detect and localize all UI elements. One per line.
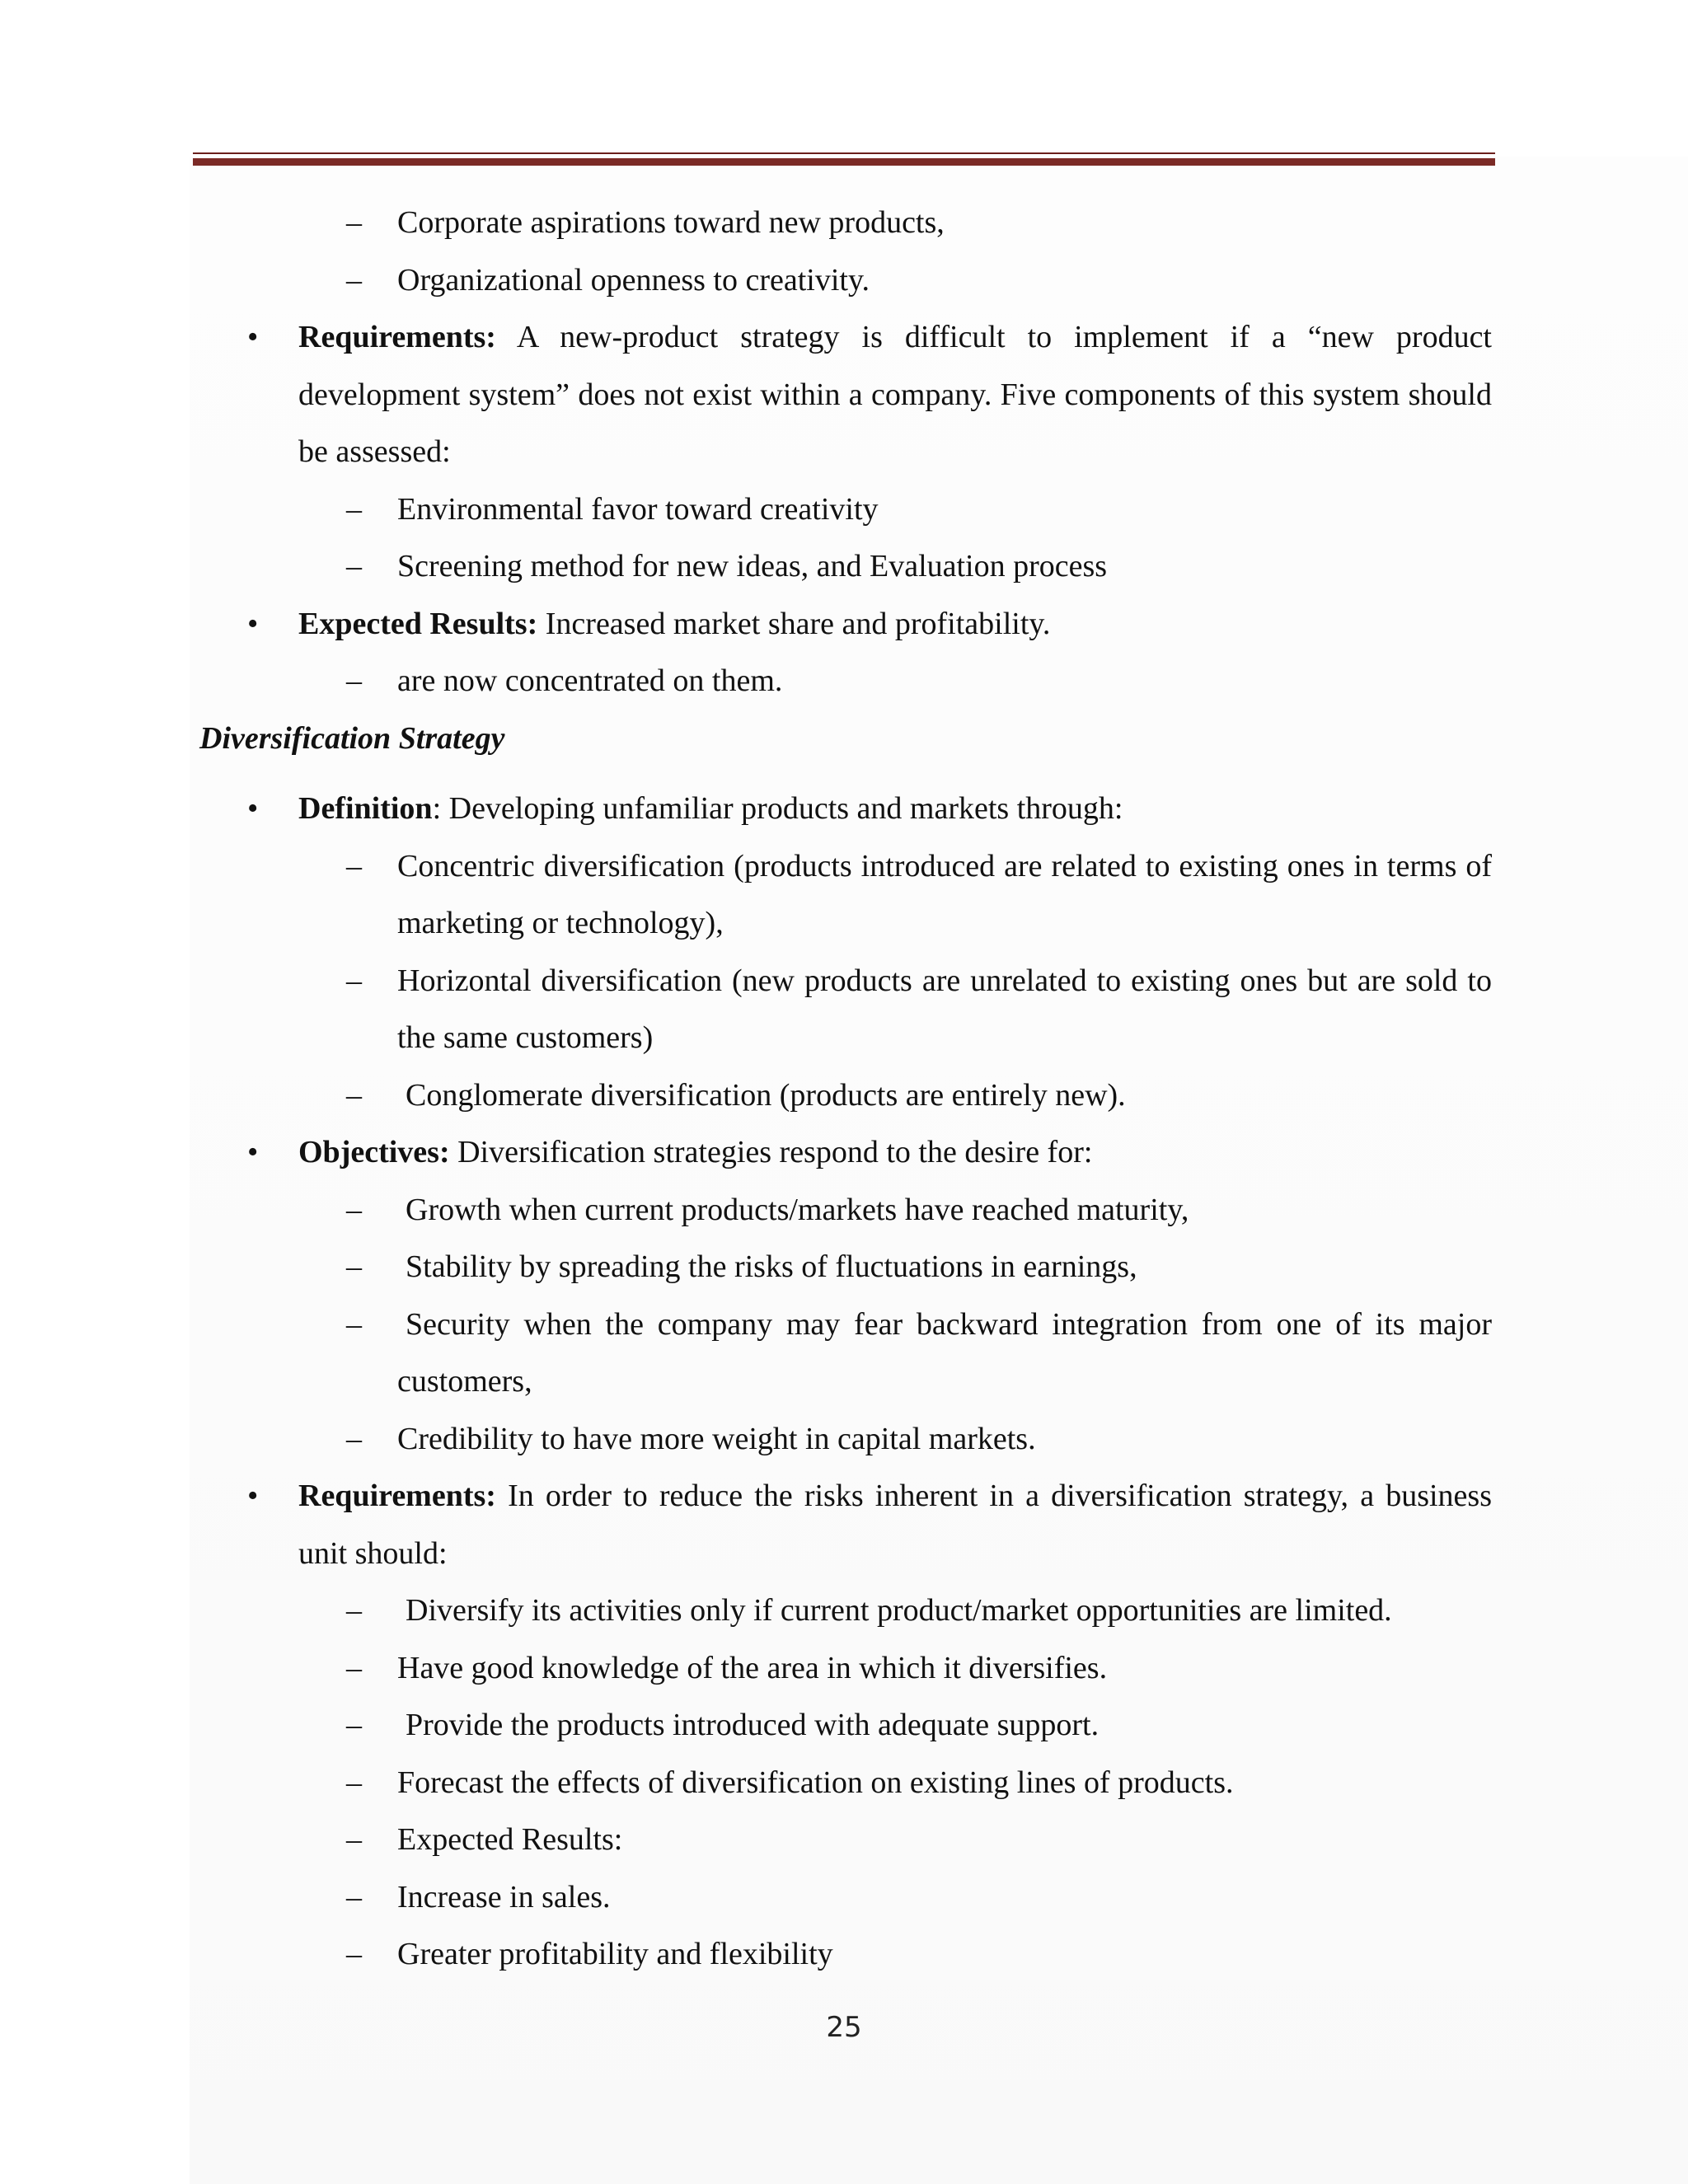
list-item-text: Greater profitability and flexibility [397,1937,833,1971]
list-item-text: are now concentrated on them. [397,663,783,698]
dash-marker: – [346,1708,362,1742]
section-heading: Diversification Strategy [199,720,505,756]
list-item [198,1239,1492,1296]
dash-marker: – [346,1306,362,1342]
list-item-text: Corporate aspirations toward new products, [397,205,945,240]
list-item [198,538,1492,596]
bullet-requirements-new-product [198,309,1492,481]
list-item [198,252,1492,310]
page-content [198,194,1492,1984]
list-item-text: Expected Results: [397,1822,623,1857]
bullet-label: Definition [298,791,433,826]
list-item [198,1640,1492,1698]
bullet-marker: • [247,1479,259,1513]
dash-marker: – [346,1192,362,1227]
list-item [198,194,1492,252]
bullet-text: : Developing unfamiliar products and markets through: [432,791,1123,826]
list-item [198,1182,1492,1240]
bullet-marker: • [247,320,259,354]
bullet-marker: • [247,1135,259,1169]
list-item [198,1296,1492,1411]
bullet-label: Requirements: [298,1479,496,1513]
dash-marker: – [346,1249,362,1284]
dash-marker: – [346,549,362,583]
dash-marker: – [346,1822,362,1857]
list-item [198,1869,1492,1927]
bullet-marker: • [247,606,259,641]
dash-marker: – [346,1765,362,1800]
list-item-text: Conglomerate diversification (products are entirely new). [406,1077,1126,1113]
dash-marker: – [346,1593,362,1628]
dash-marker: – [346,963,362,998]
dash-marker: – [346,491,362,527]
dash-marker: – [346,205,362,240]
bullet-requirements-diversification [198,1468,1492,1582]
bullet-label: Expected Results: [298,606,538,641]
dash-marker: – [346,1937,362,1971]
list-item [198,1582,1492,1640]
dash-marker: – [346,663,362,698]
bullet-text: In order to reduce the risks inherent in a diversification strategy, a business unit should: [298,1479,1492,1571]
bullet-marker: • [247,791,259,826]
list-item [198,481,1492,539]
list-item-text: Organizational openness to creativity. [397,262,870,298]
list-item-text: Increase in sales. [397,1879,611,1915]
list-item [198,838,1492,953]
list-item-text: Screening method for new ideas, and Evaluation process [397,549,1108,583]
page-number: 25 [826,2011,862,2044]
list-item-text: Horizontal diversification (new products are unrelated to existing ones but are sold to the same customers) [397,963,1492,1055]
list-item [198,1411,1492,1469]
bullet-objectives [198,1124,1492,1182]
list-item-text: Forecast the effects of diversification on existing lines of products. [397,1765,1234,1800]
list-item-text: Growth when current products/markets have reached maturity, [406,1192,1189,1227]
dash-marker: – [346,262,362,298]
bullet-label: Requirements: [298,320,496,354]
list-item [198,953,1492,1067]
list-item-text: Environmental favor toward creativity [397,491,879,527]
bullet-expected-results [198,596,1492,654]
bullet-text: A new-product strategy is difficult to implement if a “new product development system” does not exist within a company. Five components of this system should be assessed: [298,320,1492,469]
bullet-text: Increased market share and profitability. [537,606,1051,641]
list-item [198,1926,1492,1984]
bullet-definition [198,780,1492,838]
list-item [198,1755,1492,1812]
dash-marker: – [346,1077,362,1113]
list-item-text: Have good knowledge of the area in which it diversifies. [397,1650,1108,1685]
list-item-text: Credibility to have more weight in capital markets. [397,1421,1036,1456]
list-item-text: Diversify its activities only if current product/market opportunities are limited. [406,1593,1392,1628]
header-rule-thick-line [193,158,1495,166]
list-item [198,653,1492,710]
dash-marker: – [346,1879,362,1915]
bullet-label: Objectives: [298,1135,450,1169]
dash-marker: – [346,1650,362,1685]
list-item [198,1697,1492,1755]
dash-marker: – [346,848,362,883]
header-rule [193,152,1495,166]
list-item [198,1811,1492,1869]
dash-marker: – [346,1421,362,1456]
list-item [198,1067,1492,1125]
list-item-text: Concentric diversification (products introduced are related to existing ones in terms of marketing or technology), [397,848,1492,940]
list-item-text: Provide the products introduced with adequate support. [406,1708,1100,1742]
list-item-text: Stability by spreading the risks of fluctuations in earnings, [406,1249,1137,1284]
list-item-text: Security when the company may fear backward integration from one of its major customers, [397,1306,1492,1399]
bullet-text: Diversification strategies respond to the desire for: [449,1135,1093,1169]
